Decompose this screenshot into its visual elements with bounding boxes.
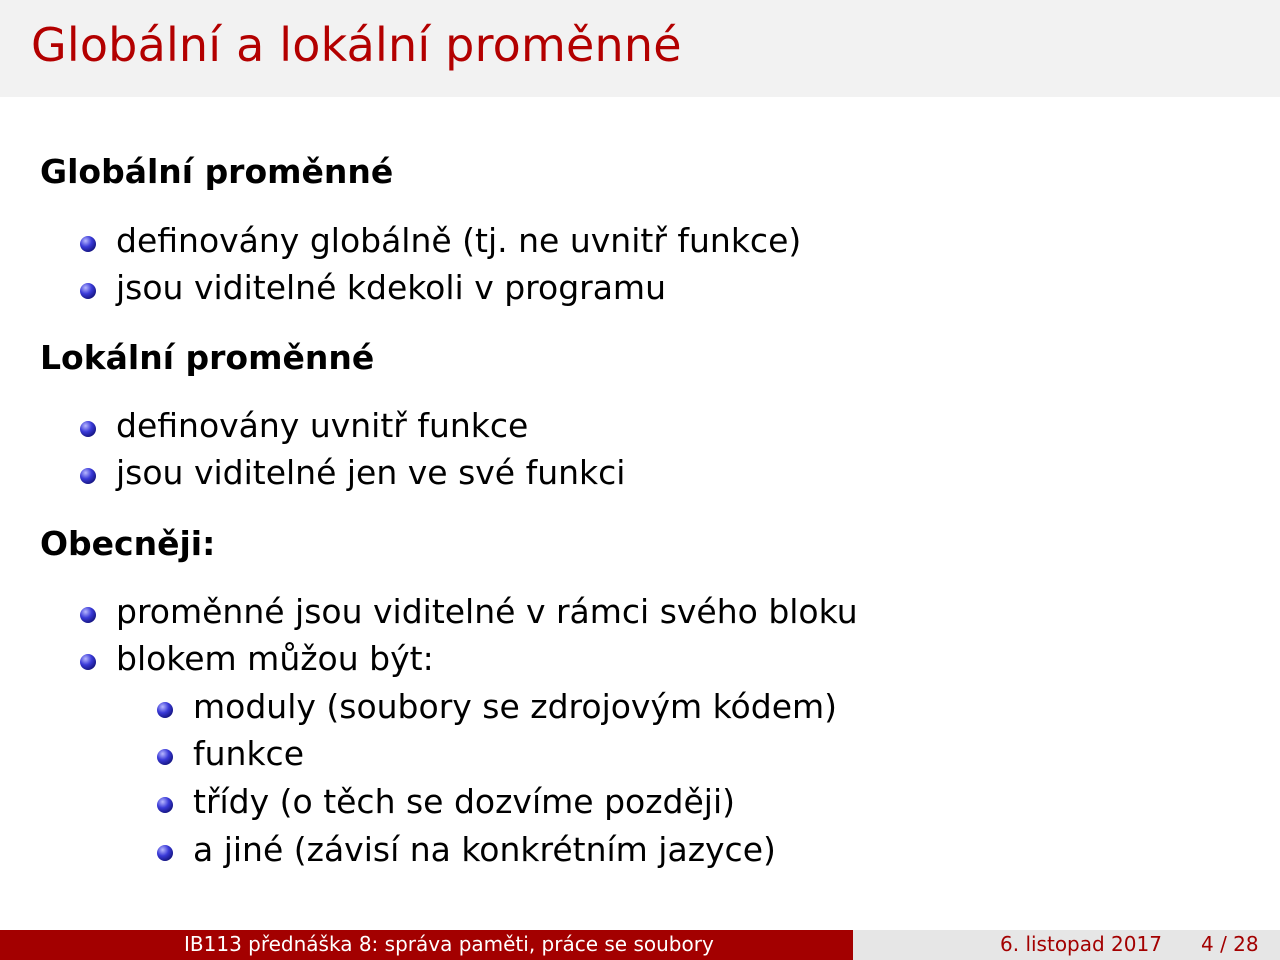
bullet-icon bbox=[157, 749, 173, 765]
sub-list-item: třídy (o těch se dozvíme později) bbox=[193, 782, 735, 821]
section-heading-general: Obecněji: bbox=[40, 524, 216, 563]
sub-list-item: a jiné (závisí na konkrétním jazyce) bbox=[193, 830, 776, 869]
list-item: jsou viditelné kdekoli v programu bbox=[116, 268, 666, 307]
section-heading-local: Lokální proměnné bbox=[40, 338, 375, 377]
bullet-icon bbox=[80, 607, 96, 623]
list-item: proměnné jsou viditelné v rámci svého bloku bbox=[116, 592, 858, 631]
sub-list-item: moduly (soubory se zdrojovým kódem) bbox=[193, 687, 838, 726]
sub-list-item: funkce bbox=[193, 734, 305, 773]
bullet-icon bbox=[80, 236, 96, 252]
footer-date: 6. listopad 2017 bbox=[1000, 932, 1162, 956]
slide-title: Globální a lokální proměnné bbox=[31, 18, 682, 72]
footer-course-title: IB113 přednáška 8: správa paměti, práce se soubory bbox=[184, 932, 714, 956]
list-item: jsou viditelné jen ve své funkci bbox=[116, 453, 626, 492]
bullet-icon bbox=[157, 702, 173, 718]
bullet-icon bbox=[80, 654, 96, 670]
bullet-icon bbox=[80, 468, 96, 484]
section-heading-global: Globální proměnné bbox=[40, 152, 394, 191]
bullet-icon bbox=[157, 797, 173, 813]
footer-page-number: 4 / 28 bbox=[1201, 932, 1259, 956]
bullet-icon bbox=[157, 845, 173, 861]
bullet-icon bbox=[80, 283, 96, 299]
list-item: definovány uvnitř funkce bbox=[116, 406, 529, 445]
list-item: blokem můžou být: bbox=[116, 639, 434, 678]
list-item: definovány globálně (tj. ne uvnitř funkce) bbox=[116, 221, 802, 260]
bullet-icon bbox=[80, 421, 96, 437]
